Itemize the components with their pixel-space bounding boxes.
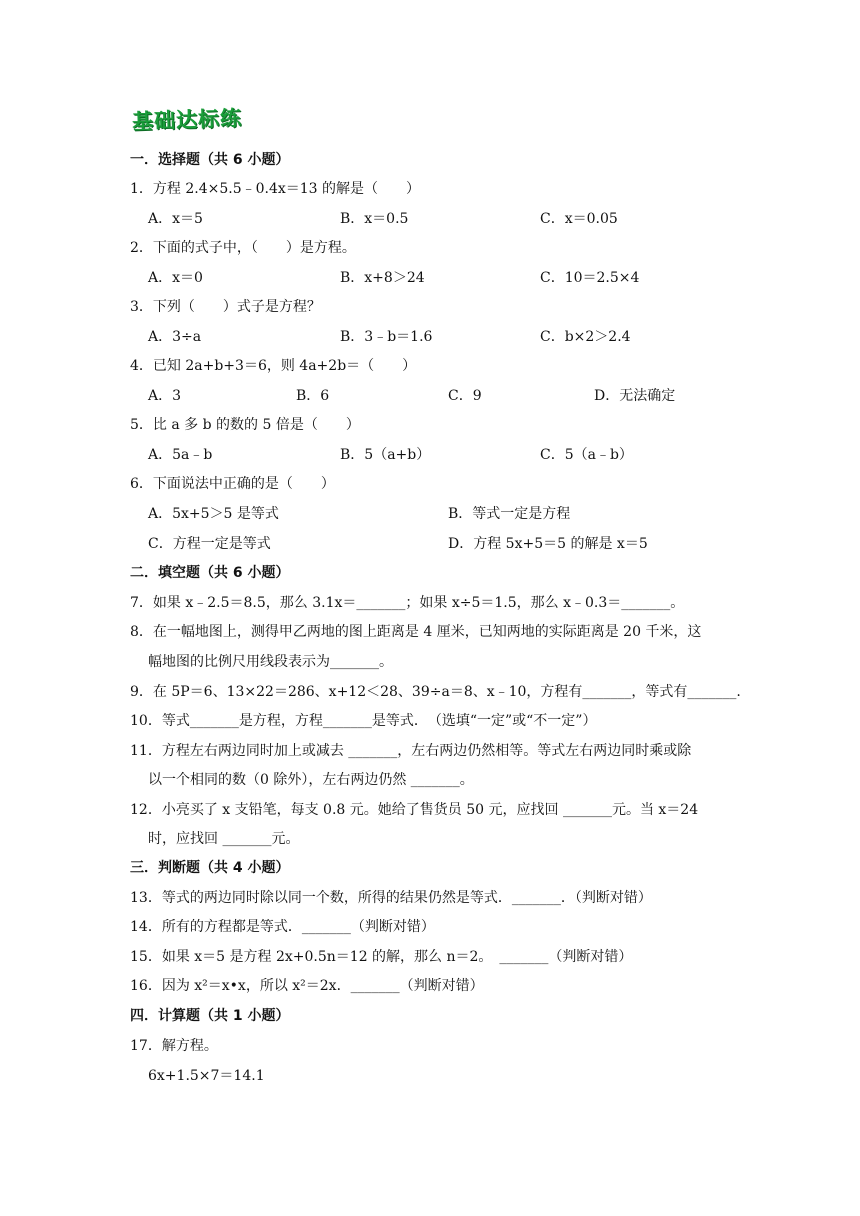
q4-option-d: D．无法确定 (594, 388, 676, 404)
question-12-line1: 12．小亮买了 x 支铅笔，每支 0.8 元。她给了售货员 50 元，应找回 _______元。当 x＝24 (130, 802, 699, 818)
question-12-line2: 时，应找回 _______元。 (148, 831, 300, 847)
question-6: 6．下面说法中正确的是（ ） (130, 476, 335, 492)
question-16: 16．因为 x²＝x•x，所以 x²＝2x．_______（判断对错） (130, 978, 484, 994)
q3-option-b: B．3﹣b＝1.6 (340, 329, 433, 345)
question-13: 13．等式的两边同时除以同一个数，所得的结果仍然是等式．_______．（判断对错） (130, 890, 652, 906)
question-2: 2．下面的式子中，（ ）是方程。 (130, 240, 356, 256)
q5-option-c: C．5（a﹣b） (540, 447, 633, 463)
question-3: 3．下列（ ）式子是方程？ (130, 299, 321, 315)
question-10: 10．等式_______是方程，方程_______是等式． （选填“一定”或“不一定”） (130, 713, 597, 729)
q4-option-a: A．3 (148, 388, 182, 404)
question-14: 14．所有的方程都是等式．_______（判断对错） (130, 919, 435, 935)
question-11-line1: 11．方程左右两边同时加上或减去 _______，左右两边仍然相等。等式左右两边同时乘或除 (130, 743, 692, 759)
q6-option-d: D．方程 5x+5＝5 的解是 x＝5 (448, 536, 648, 552)
question-15: 15．如果 x＝5 是方程 2x+0.5n＝12 的解，那么 n＝2。 _______（判断对错） (130, 949, 633, 965)
q1-option-c: C．x＝0.05 (540, 211, 618, 227)
section-heading: 三．判断题（共 4 小题） (130, 860, 290, 876)
question-1: 1．方程 2.4×5.5﹣0.4x＝13 的解是（ ） (130, 181, 421, 197)
question-5: 5．比 a 多 b 的数的 5 倍是（ ） (130, 417, 360, 433)
q2-option-b: B．x+8＞24 (340, 270, 425, 286)
section-heading: 四．计算题（共 1 小题） (130, 1008, 290, 1024)
q6-option-b: B．等式一定是方程 (448, 506, 571, 522)
q4-option-b: B．6 (296, 388, 330, 404)
q6-option-a: A．5x+5＞5 是等式 (148, 506, 279, 522)
question-7: 7．如果 x﹣2.5＝8.5，那么 3.1x＝_______；如果 x÷5＝1.5，那么 x﹣0.3＝_______。 (130, 595, 685, 611)
q1-option-b: B．x＝0.5 (340, 211, 409, 227)
q4-option-c: C．9 (448, 388, 482, 404)
q5-option-a: A．5a﹣b (148, 447, 213, 463)
section-heading: 一．选择题（共 6 小题） (130, 152, 290, 168)
question-17-equation: 6x+1.5×7＝14.1 (148, 1068, 265, 1084)
q1-option-a: A．x＝5 (148, 211, 203, 227)
q3-option-c: C．b×2＞2.4 (540, 329, 631, 345)
question-8-line2: 幅地图的比例尺用线段表示为_______。 (148, 654, 393, 670)
q5-option-b: B．5（a+b） (340, 447, 431, 463)
question-9: 9．在 5P＝6、13×22＝286、x+12＜28、39÷a＝8、x﹣10，方程有_______，等式有_______. (130, 684, 741, 700)
q3-option-a: A．3÷a (148, 329, 202, 345)
question-8-line1: 8．在一幅地图上，测得甲乙两地的图上距离是 4 厘米，已知两地的实际距离是 20 千米，这 (130, 624, 702, 640)
question-11-line2: 以一个相同的数（0 除外），左右两边仍然 _______。 (148, 772, 474, 788)
section-heading: 二．填空题（共 6 小题） (130, 565, 290, 581)
question-17: 17．解方程。 (130, 1038, 218, 1054)
q2-option-c: C．10＝2.5×4 (540, 270, 640, 286)
q6-option-c: C．方程一定是等式 (148, 536, 271, 552)
worksheet-title: 基础达标练 (131, 106, 243, 134)
q2-option-a: A．x＝0 (148, 270, 203, 286)
question-4: 4．已知 2a+b+3＝6，则 4a+2b＝（ ） (130, 358, 417, 374)
